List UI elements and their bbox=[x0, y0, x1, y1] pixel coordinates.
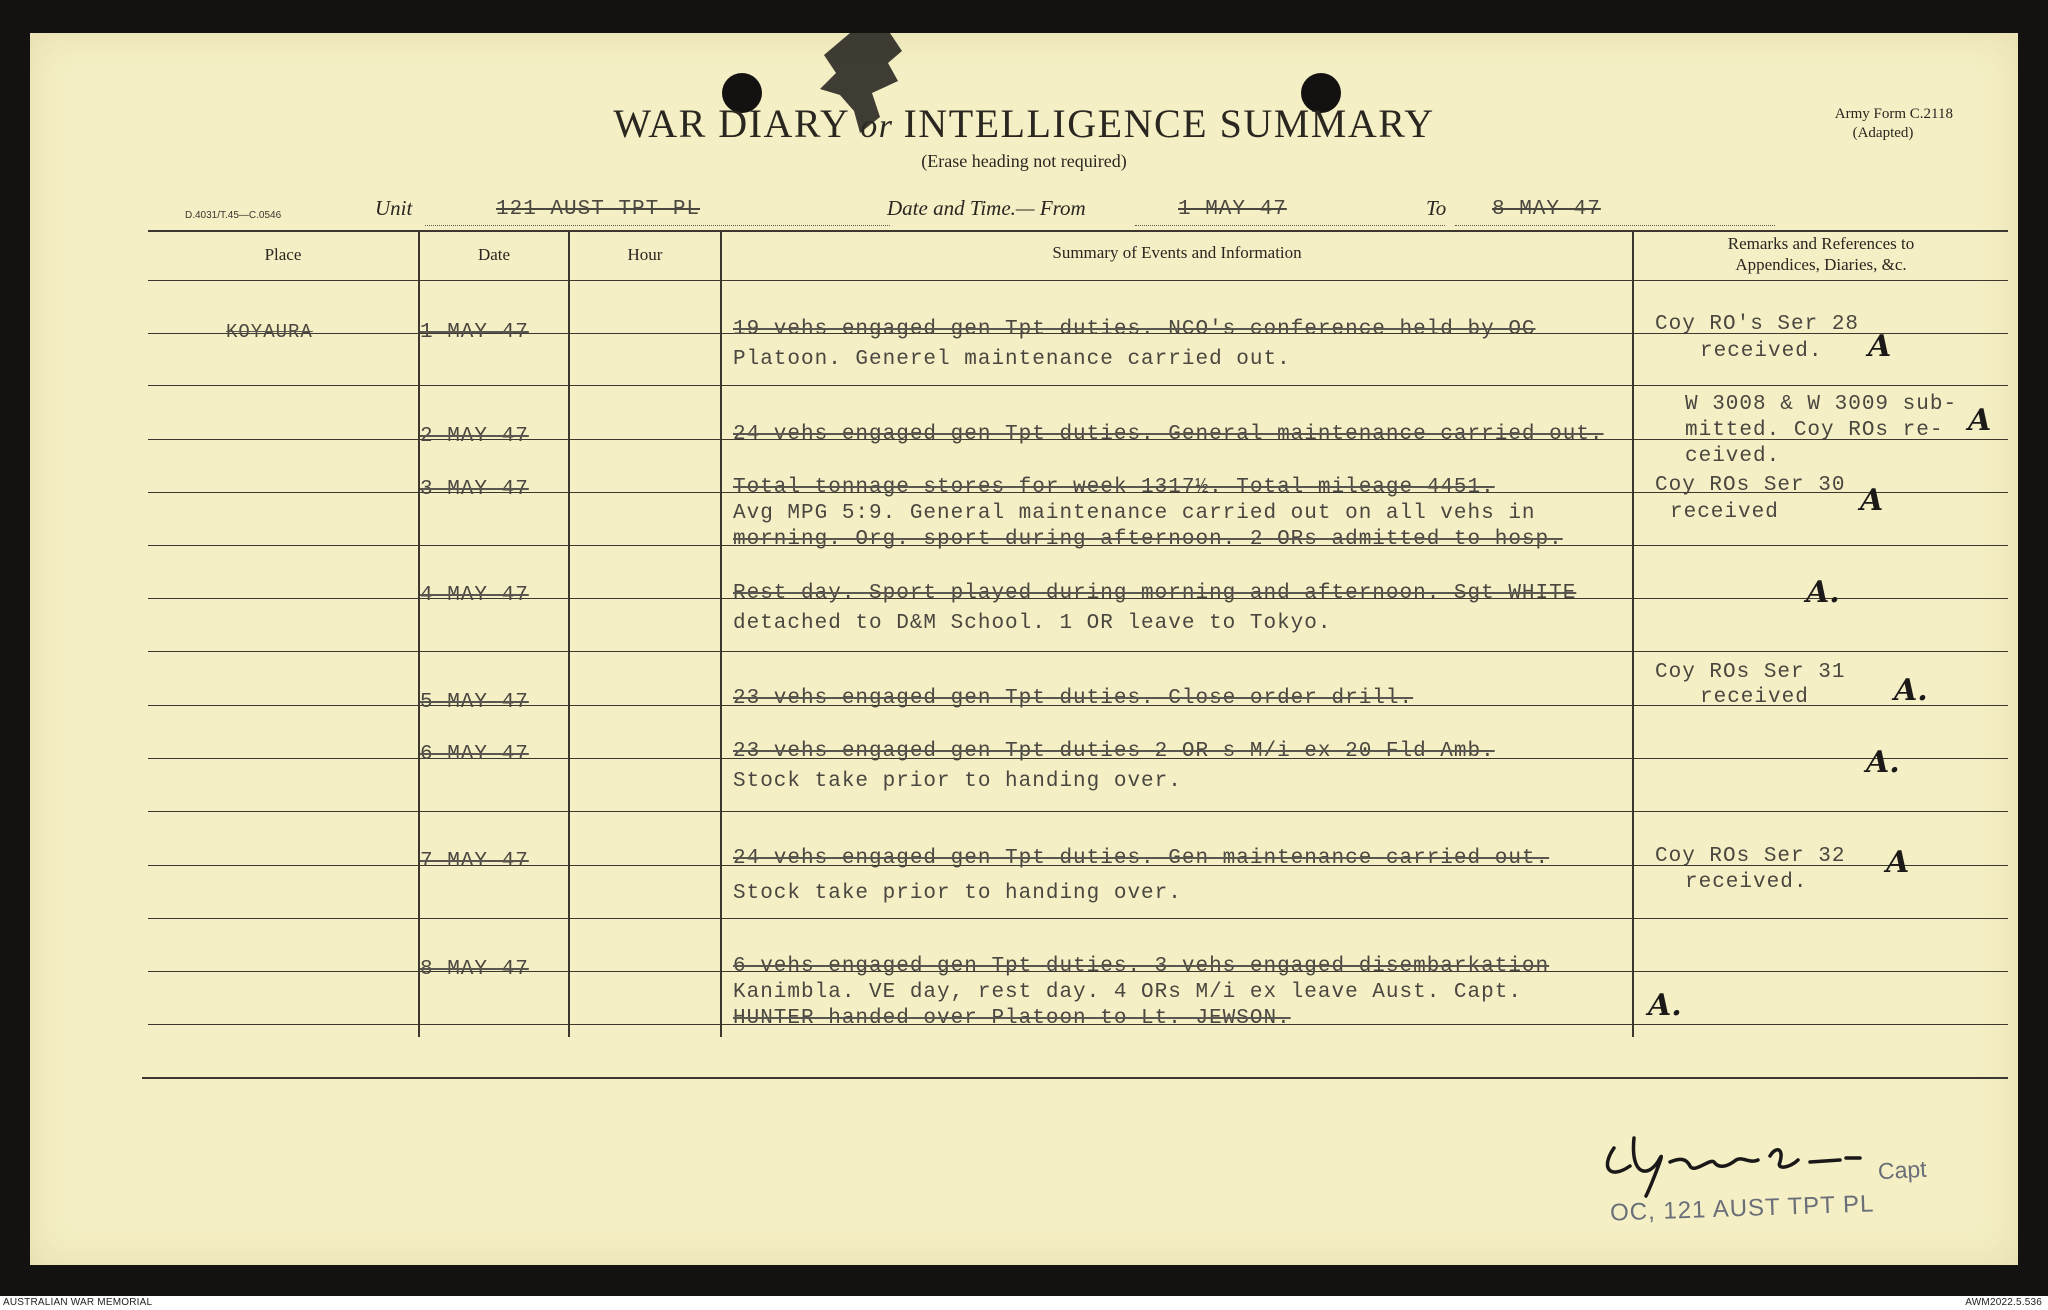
summary-line: 23 vehs engaged gen Tpt duties. Close order drill. bbox=[733, 687, 1414, 710]
initial-mark: A. bbox=[1894, 673, 1928, 708]
remarks-line: mitted. Coy ROs re- bbox=[1685, 419, 1944, 442]
stamp-rank: Capt bbox=[1877, 1155, 1928, 1185]
summary-line: Kanimbla. VE day, rest day. 4 ORs M/i ex leave Aust. Capt. bbox=[733, 981, 1522, 1004]
footer-strip bbox=[0, 1296, 2048, 1310]
initial-mark: A. bbox=[1648, 988, 1682, 1023]
date-to-value: 8 MAY 47 bbox=[1492, 198, 1601, 221]
initial-mark: A. bbox=[1806, 575, 1840, 610]
summary-line: Total tonnage stores for week 1317½. Total mileage 4451. bbox=[733, 476, 1495, 499]
footer-accession-number: AWM2022.5.536 bbox=[1965, 1297, 2042, 1308]
initial-mark: A bbox=[1860, 483, 1884, 518]
entry-date: 2 MAY 47 bbox=[420, 425, 529, 448]
diary-table bbox=[30, 33, 2018, 1265]
remarks-line: received bbox=[1670, 501, 1779, 524]
remarks-line: W 3008 & W 3009 sub- bbox=[1685, 393, 1958, 416]
remarks-line: Coy RO's Ser 28 bbox=[1655, 313, 1860, 336]
summary-line: detached to D&M School. 1 OR leave to Tokyo. bbox=[733, 612, 1332, 635]
summary-line: Stock take prior to handing over. bbox=[733, 882, 1182, 905]
column-header-place: Place bbox=[264, 245, 302, 264]
entry-date: 5 MAY 47 bbox=[420, 691, 529, 714]
remarks-line: Coy ROs Ser 30 bbox=[1655, 474, 1846, 497]
summary-line: Avg MPG 5:9. General maintenance carried out on all vehs in bbox=[733, 502, 1536, 525]
column-header-hour: Hour bbox=[627, 245, 663, 264]
summary-line: morning. Org. sport during afternoon. 2 ORs admitted to hosp. bbox=[733, 528, 1563, 551]
date-time-label: Date and Time.— From bbox=[887, 196, 1086, 220]
summary-line: 6 vehs engaged gen Tpt duties. 3 vehs engaged disembarkation bbox=[733, 955, 1550, 978]
remarks-line: received. bbox=[1700, 340, 1823, 363]
date-from-value: 1 MAY 47 bbox=[1178, 198, 1287, 221]
entry-date: 6 MAY 47 bbox=[420, 743, 529, 766]
entry-date: 1 MAY 47 bbox=[420, 321, 529, 344]
column-header-remarks: Remarks and References to Appendices, Diaries, &c. bbox=[1727, 234, 1915, 274]
entry-date: 8 MAY 47 bbox=[420, 958, 529, 981]
remarks-line: Coy ROs Ser 32 bbox=[1655, 845, 1846, 868]
handwritten-signature bbox=[1590, 1118, 1890, 1198]
page-subtitle: (Erase heading not required) bbox=[921, 151, 1127, 171]
initial-mark: A. bbox=[1866, 745, 1900, 780]
initial-mark: A bbox=[1886, 845, 1910, 880]
remarks-line: received bbox=[1700, 686, 1809, 709]
remarks-line: received. bbox=[1685, 871, 1808, 894]
entry-date: 4 MAY 47 bbox=[420, 584, 529, 607]
unit-stamp: OC, 121 AUST TPT PL bbox=[1609, 1190, 1875, 1227]
diary-page bbox=[30, 33, 2018, 1265]
place-value: KOYAURA bbox=[226, 321, 313, 343]
army-form-label: Army Form C.2118 (Adapted) bbox=[1834, 106, 1953, 141]
entry-date: 3 MAY 47 bbox=[420, 478, 529, 501]
summary-line: 19 vehs engaged gen Tpt duties. NCO's conference held by OC bbox=[733, 318, 1536, 341]
to-label: To bbox=[1426, 196, 1447, 220]
entry-date: 7 MAY 47 bbox=[420, 850, 529, 873]
initial-mark: A bbox=[1868, 329, 1892, 364]
summary-line: HUNTER handed over Platoon to Lt. JEWSON. bbox=[733, 1007, 1291, 1030]
column-header-summary: Summary of Events and Information bbox=[1052, 243, 1302, 262]
column-header-date: Date bbox=[477, 245, 511, 264]
remarks-line: Coy ROs Ser 31 bbox=[1655, 661, 1846, 684]
summary-line: 24 vehs engaged gen Tpt duties. General maintenance carried out. bbox=[733, 423, 1604, 446]
summary-line: Stock take prior to handing over. bbox=[733, 770, 1182, 793]
unit-label: Unit bbox=[375, 196, 413, 220]
remarks-line: ceived. bbox=[1685, 445, 1781, 468]
initial-mark: A bbox=[1968, 403, 1992, 438]
summary-line: 24 vehs engaged gen Tpt duties. Gen maintenance carried out. bbox=[733, 847, 1550, 870]
summary-line: 23 vehs engaged gen Tpt duties 2 OR s M/i ex 20 Fld Amb. bbox=[733, 740, 1495, 763]
summary-line: Rest day. Sport played during morning and afternoon. Sgt WHITE bbox=[733, 582, 1577, 605]
unit-value: 121 AUST TPT PL bbox=[496, 198, 701, 221]
page-title: WAR DIARY or INTELLIGENCE SUMMARY bbox=[613, 101, 1435, 146]
summary-line: Platoon. Generel maintenance carried out. bbox=[733, 348, 1291, 371]
footer-credit: AUSTRALIAN WAR MEMORIAL bbox=[3, 1297, 153, 1308]
form-reference: D.4031/T.45—C.0546 bbox=[185, 210, 282, 221]
